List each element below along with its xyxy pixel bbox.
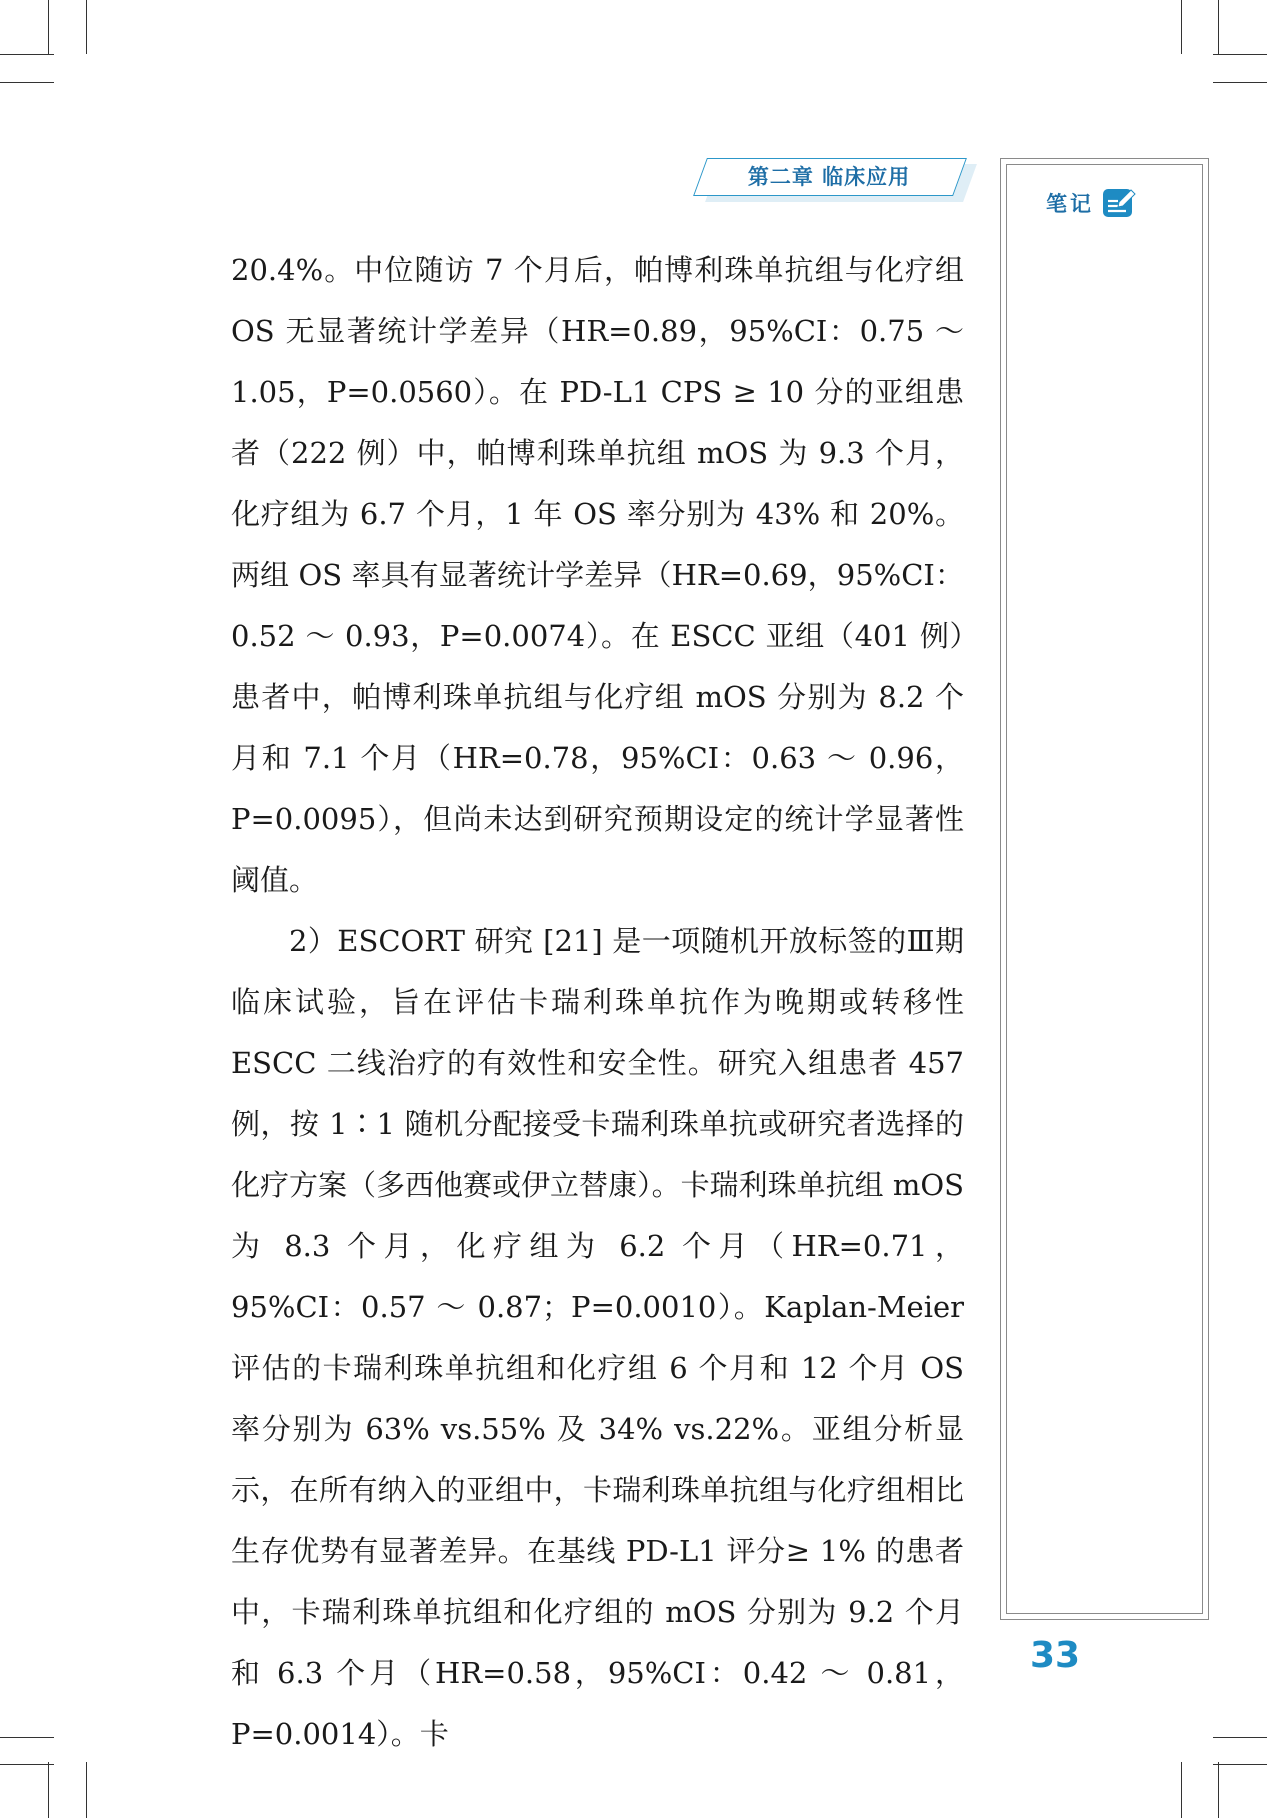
crop-mark: [1181, 1762, 1182, 1818]
page-number: 33: [1029, 1635, 1081, 1676]
pencil-note-icon: [1102, 187, 1136, 219]
crop-mark: [1213, 1764, 1267, 1765]
crop-mark: [0, 82, 54, 83]
crop-mark: [0, 1737, 54, 1738]
crop-mark: [0, 1764, 54, 1765]
crop-mark: [86, 0, 87, 54]
crop-mark: [48, 0, 49, 54]
crop-mark: [0, 54, 54, 55]
crop-mark: [1213, 1737, 1267, 1738]
crop-mark: [1213, 54, 1267, 55]
crop-mark: [1213, 82, 1267, 83]
crop-mark: [86, 1762, 87, 1818]
notes-header: [1046, 185, 1136, 221]
notes-panel-inner-border: [1006, 164, 1203, 1614]
crop-mark: [1218, 0, 1219, 54]
crop-mark: [1218, 1762, 1219, 1818]
body-text: [231, 240, 964, 1765]
notes-label: 笔记: [1046, 192, 1094, 216]
paragraph: 2）ESCORT 研究 [21] 是一项随机开放标签的Ⅲ期临床试验，旨在评估卡瑞利珠单抗作为晚期或转移性 ESCC 二线治疗的有效性和安全性。研究入组患者 457 例，按 1∶1 随机分配接受卡瑞利珠单抗或研究者选择的化疗方案（多西他赛或伊立替康）。卡瑞利珠单抗组 mOS 为 8.3 个月，化疗组为 6.2 个月（HR=0.71，95%CI：0.57 ～ 0.87；P=0.0010）。Kaplan-Meier 评估的卡瑞利珠单抗组和化疗组 6 个月和 12 个月 OS 率分别为 63% vs.55% 及 34% vs.22%。亚组分析显示，在所有纳入的亚组中，卡瑞利珠单抗组与化疗组相比生存优势有显著差异。在基线 PD-L1 评分≥ 1% 的患者中，卡瑞利珠单抗组和化疗组的 mOS 分别为 9.2 个月和 6.3 个月（HR=0.58，95%CI：0.42 ～ 0.81，P=0.0014）。卡: [231, 924, 964, 1751]
paragraph: 20.4%。中位随访 7 个月后，帕博利珠单抗组与化疗组 OS 无显著统计学差异（HR=0.89，95%CI：0.75 ～ 1.05，P=0.0560）。在 PD-L1 CPS ≥ 10 分的亚组患者（222 例）中，帕博利珠单抗组 mOS 为 9.3 个月，化疗组为 6.7 个月，1 年 OS 率分别为 43% 和 20%。两组 OS 率具有显著统计学差异（HR=0.69，95%CI：0.52 ～ 0.93，P=0.0074）。在 ESCC 亚组（401 例）患者中，帕博利珠单抗组与化疗组 mOS 分别为 8.2 个月和 7.1 个月（HR=0.78，95%CI：0.63 ～ 0.96，P=0.0095），但尚未达到研究预期设定的统计学显著性阈值。: [231, 253, 964, 897]
chapter-title: 第二章 临床应用: [747, 165, 911, 189]
crop-mark: [48, 1762, 49, 1818]
crop-mark: [1181, 0, 1182, 54]
